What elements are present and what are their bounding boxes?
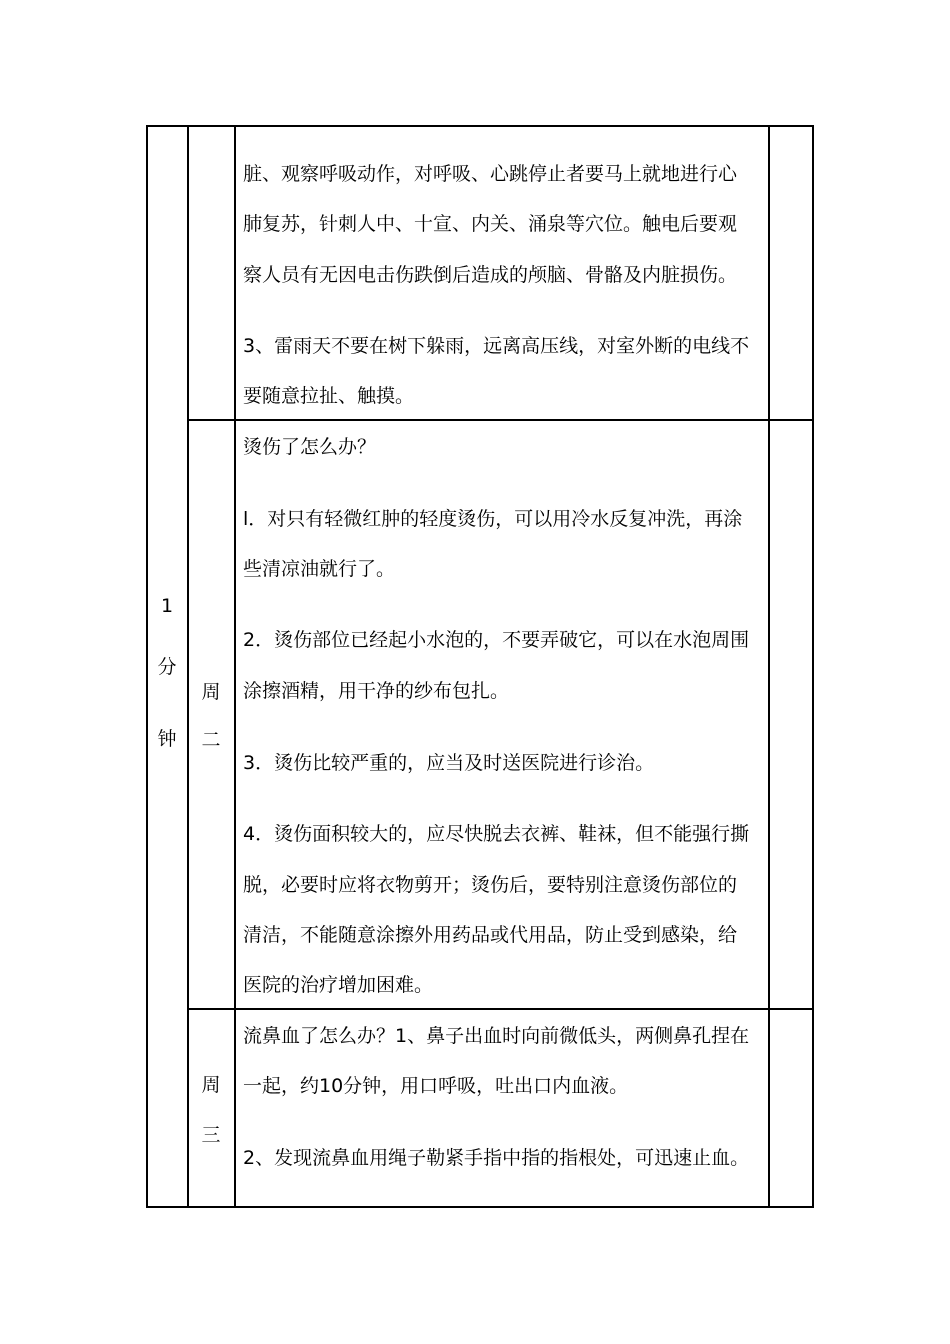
content-line: 3、雷雨天不要在树下躲雨，远离高压线，对室外断的电线不 xyxy=(243,335,750,357)
table-border-right xyxy=(812,125,814,1208)
table-border-col1 xyxy=(187,125,189,1208)
content-line: 烫伤了怎么办？ xyxy=(243,436,377,458)
content-line: 涂擦酒精，用干净的纱布包扎。 xyxy=(243,680,510,702)
content-line: 一起，约10分钟，用口呼吸，吐出口内血液。 xyxy=(243,1075,629,1097)
content-line: 2．烫伤部位已经起小水泡的，不要弄破它，可以在水泡周围 xyxy=(243,629,750,651)
content-line: 脱，必要时应将衣物剪开；烫伤后，要特别注意烫伤部位的 xyxy=(243,874,738,896)
content-line: 3．烫伤比较严重的，应当及时送医院进行诊治。 xyxy=(243,752,655,774)
content-line: 医院的治疗增加困难。 xyxy=(243,974,434,996)
content-line: 察人员有无因电击伤跌倒后造成的颅脑、骨骼及内脏损伤。 xyxy=(243,264,738,286)
content-line: 肺复苏，针刺人中、十宣、内关、涌泉等穴位。触电后要观 xyxy=(243,213,738,235)
row-divider-2 xyxy=(187,1008,814,1010)
content-line: 些清凉油就行了。 xyxy=(243,558,396,580)
content-line: 清洁，不能随意涂擦外用药品或代用品，防止受到感染，给 xyxy=(243,924,738,946)
table-border-col2 xyxy=(234,125,236,1208)
content-line: 脏、观察呼吸动作，对呼吸、心跳停止者要马上就地进行心 xyxy=(243,163,738,185)
duration-char: 分 xyxy=(157,656,177,678)
row-divider-1 xyxy=(187,419,814,421)
content-line: 2、发现流鼻血用绳子勒紧手指中指的指根处，可迅速止血。 xyxy=(243,1147,750,1169)
day-label-char: 二 xyxy=(201,729,221,751)
day-label-char: 周 xyxy=(201,681,221,703)
table-border-col3 xyxy=(768,125,770,1208)
content-line: 4．烫伤面积较大的，应尽快脱去衣裤、鞋袜，但不能强行撕 xyxy=(243,823,750,845)
table-border-bottom xyxy=(146,1206,814,1208)
content-line: 要随意拉扯、触摸。 xyxy=(243,385,415,407)
duration-char: 1 xyxy=(160,595,174,617)
content-line: l．对只有轻微红肿的轻度烫伤，可以用冷水反复冲洗，再涂 xyxy=(243,508,743,530)
day-label-char: 周 xyxy=(201,1074,221,1096)
content-line: 流鼻血了怎么办？1、鼻子出血时向前微低头，两侧鼻孔捏在 xyxy=(243,1025,750,1047)
table-border-top xyxy=(146,125,814,127)
day-label-char: 三 xyxy=(201,1124,221,1146)
duration-char: 钟 xyxy=(157,728,177,750)
